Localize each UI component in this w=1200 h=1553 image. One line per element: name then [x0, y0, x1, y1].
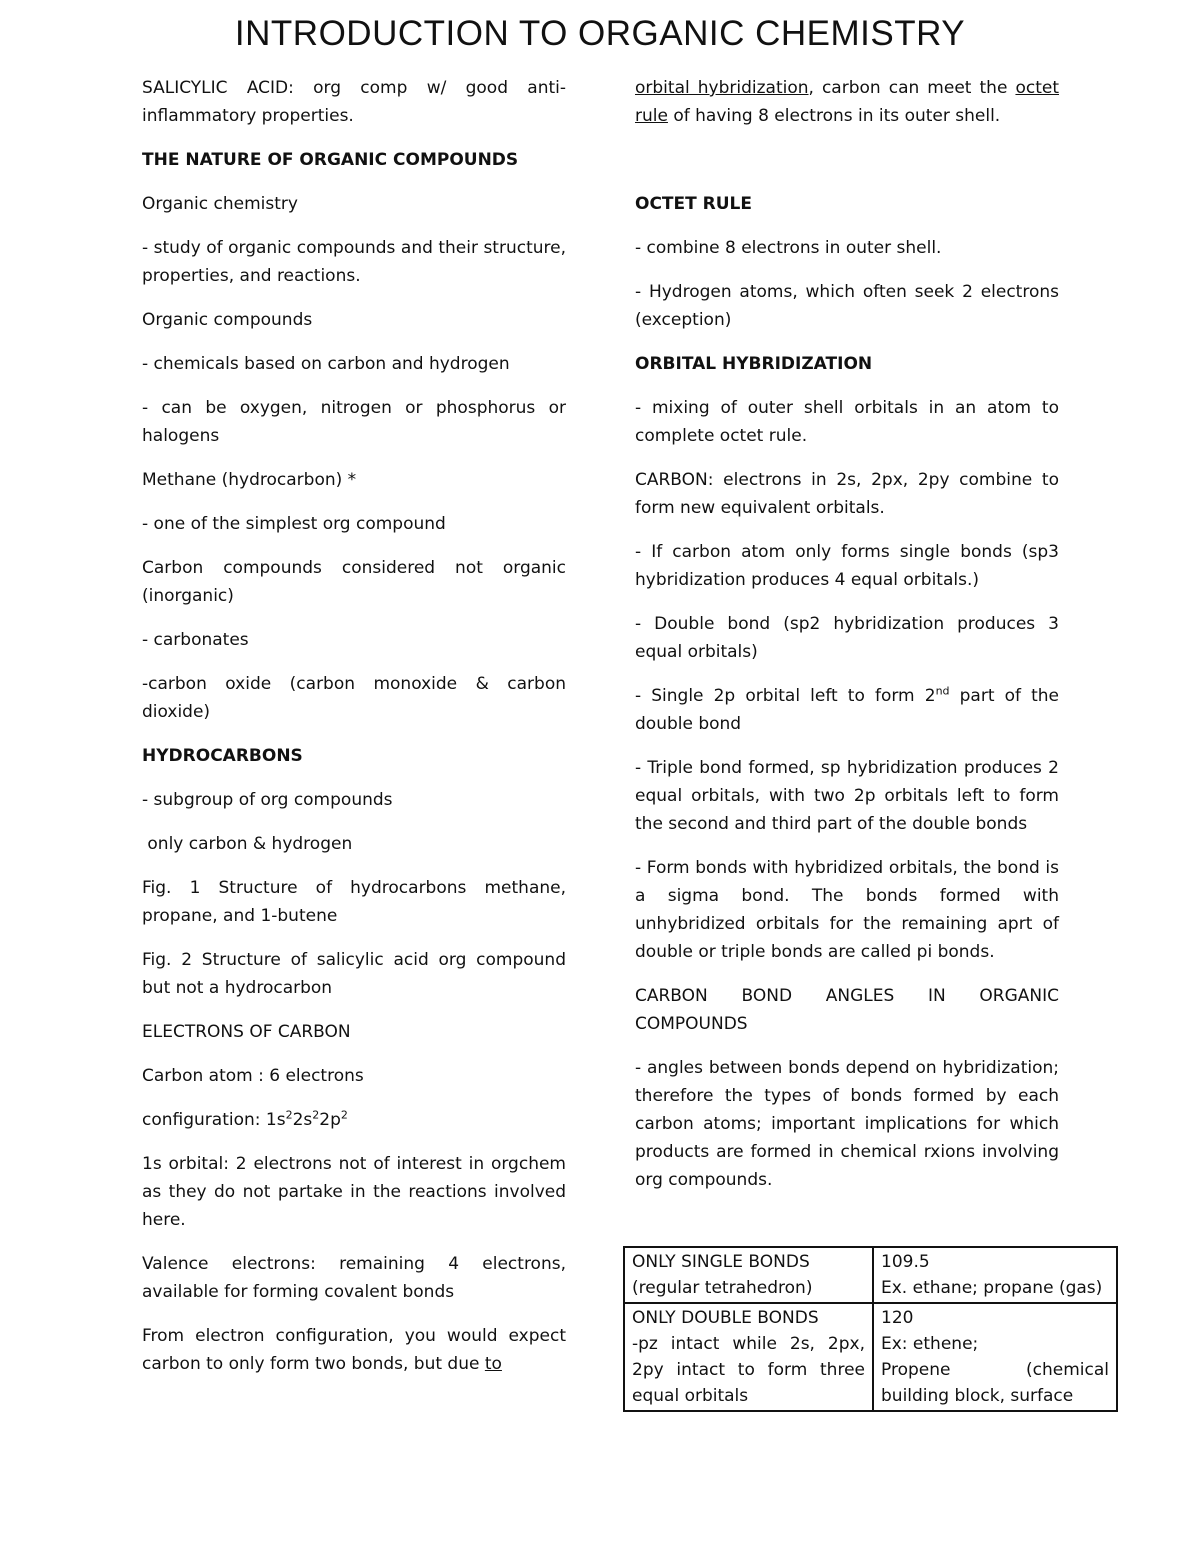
methane-term: Methane (hydrocarbon) * — [142, 470, 357, 490]
salicylic-acid-note: SALICYLIC ACID: org comp w/ good anti-inflammatory properties. — [142, 78, 566, 126]
table-row — [624, 1247, 1117, 1303]
bond-angles-definition: - angles between bonds depend on hybridization; therefore the types of bonds formed by each carbon atoms; important implications for which products are formed in chemical rxions involving org compounds. — [635, 1058, 1059, 1190]
fig-1-caption: Fig. 1 Structure of hydrocarbons methane, propane, and 1-butene — [142, 878, 566, 926]
organic-chemistry-definition: - study of organic compounds and their structure, properties, and reactions. — [142, 238, 566, 286]
single-2p-orbital: - Single 2p orbital left to form 2nd part of the double bond — [635, 684, 1060, 734]
organic-compounds-elements: - can be oxygen, nitrogen or phosphorus or halogens — [142, 398, 566, 446]
bond-angles-table — [623, 1246, 1118, 1412]
sigma-pi-bonds: - Form bonds with hybridized orbitals, the bond is a sigma bond. The bonds formed with unhybridized orbitals for the remaining aprt of double or triple bonds are called pi bonds. — [635, 858, 1059, 962]
heading-octet-rule: OCTET RULE — [635, 194, 752, 214]
left-column — [142, 74, 566, 1394]
hybridization-continuation: orbital hybridization, carbon can meet the octet rule of having 8 electrons in its outer shell. — [635, 78, 1059, 126]
carbon-electrons-combine: CARBON: electrons in 2s, 2px, 2py combine to form new equivalent orbitals. — [635, 470, 1059, 518]
heading-orbital-hybridization: ORBITAL HYBRIDIZATION — [635, 354, 873, 374]
table-cell: ONLY DOUBLE BONDS -pz intact while 2s, 2px, 2py intact to form three equal orbitals — [624, 1303, 873, 1411]
electron-configuration: configuration: $1s^22s^22p^2$ — [142, 1108, 348, 1130]
heading-hydrocarbons: HYDROCARBONS — [142, 746, 303, 766]
heading-electrons-of-carbon: ELECTRONS OF CARBON — [142, 1022, 351, 1042]
table-cell: 120 Ex: ethene; Propene (chemical building block, surface — [873, 1303, 1117, 1411]
hydrocarbons-composition: only carbon & hydrogen — [142, 834, 353, 854]
inorganic-carbon-compounds: Carbon compounds considered not organic (inorganic) — [142, 558, 566, 606]
hydrogen-exception: - Hydrogen atoms, which often seek 2 electrons (exception) — [635, 282, 1059, 330]
organic-chemistry-term: Organic chemistry — [142, 194, 298, 214]
octet-rule-definition: - combine 8 electrons in outer shell. — [635, 238, 942, 258]
heading-carbon-bond-angles: CARBON BOND ANGLES IN ORGANIC COMPOUNDS — [635, 986, 1059, 1034]
hydrocarbons-definition: - subgroup of org compounds — [142, 790, 393, 810]
organic-compounds-definition: - chemicals based on carbon and hydrogen — [142, 354, 510, 374]
table-cell: 109.5 Ex. ethane; propane (gas) — [873, 1247, 1117, 1303]
blank-spacer — [635, 146, 1059, 174]
hybridization-definition: - mixing of outer shell orbitals in an atom to complete octet rule. — [635, 398, 1059, 446]
table-row — [624, 1303, 1117, 1411]
page-title: INTRODUCTION TO ORGANIC CHEMISTRY — [234, 14, 966, 53]
sp-triple-bond: - Triple bond formed, sp hybridization produces 2 equal orbitals, with two 2p orbitals left to form the second and third part of the double bonds — [635, 758, 1059, 834]
electron-configuration-expectation: From electron configuration, you would expect carbon to only form two bonds, but due to — [142, 1326, 566, 1374]
carbonates-item: - carbonates — [142, 630, 249, 650]
carbon-oxide-item: -carbon oxide (carbon monoxide & carbon dioxide) — [142, 674, 566, 722]
sp2-double-bond: - Double bond (sp2 hybridization produces 3 equal orbitals) — [635, 614, 1059, 662]
fig-2-caption: Fig. 2 Structure of salicylic acid org compound but not a hydrocarbon — [142, 950, 566, 998]
sp3-single-bonds: - If carbon atom only forms single bonds (sp3 hybridization produces 4 equal orbitals.) — [635, 542, 1059, 590]
heading-nature-of-organic-compounds: THE NATURE OF ORGANIC COMPOUNDS — [142, 150, 519, 170]
methane-definition: - one of the simplest org compound — [142, 514, 446, 534]
organic-compounds-term: Organic compounds — [142, 310, 313, 330]
valence-electrons-note: Valence electrons: remaining 4 electrons, available for forming covalent bonds — [142, 1254, 566, 1302]
right-column — [635, 74, 1059, 1210]
1s-orbital-note: 1s orbital: 2 electrons not of interest in orgchem as they do not partake in the reactions involved here. — [142, 1154, 566, 1230]
table-cell: ONLY SINGLE BONDS (regular tetrahedron) — [624, 1247, 873, 1303]
carbon-atom-electrons: Carbon atom : 6 electrons — [142, 1066, 364, 1086]
